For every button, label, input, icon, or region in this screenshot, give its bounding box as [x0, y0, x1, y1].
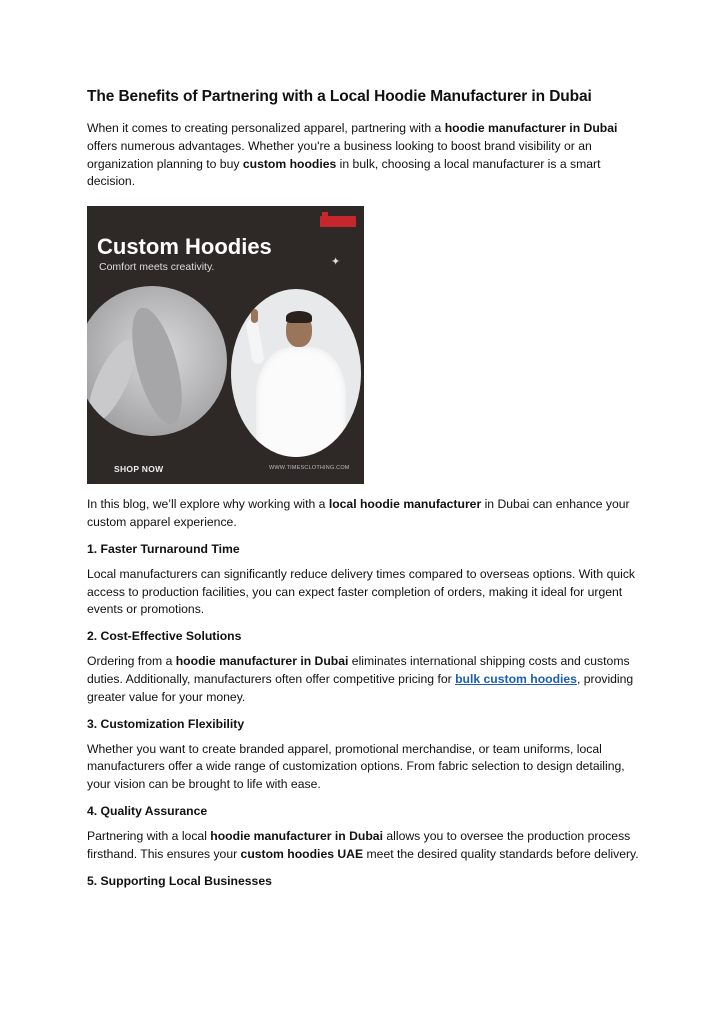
s4-bold-2: custom hoodies UAE: [240, 846, 364, 861]
s2-text-2: eliminates international shipping costs and customs duties. Additionally, manufacturers often offer competitive pricing for: [87, 654, 630, 686]
s4-bold-1: hoodie manufacturer in Dubai: [210, 828, 383, 843]
intro-text-3: in bulk, choosing a local manufacturer is a smart decision.: [87, 156, 601, 189]
intro-bold-1: hoodie manufacturer in Dubai: [444, 121, 618, 135]
intro-paragraph: [87, 120, 642, 191]
s4-text-2: allows you to oversee the production process firsthand. This ensures your: [87, 828, 631, 861]
s4-text-3: meet the desired quality standards before delivery.: [363, 846, 639, 861]
custom-hoodies-banner: [87, 206, 364, 484]
brand-logo: [320, 216, 356, 227]
banner-subtitle: Comfort meets creativity.: [99, 261, 215, 274]
s4-text-1: Partnering with a local: [87, 828, 211, 843]
model-arm: [245, 318, 265, 364]
s2-text-3: , providing greater value for your money.: [87, 671, 634, 704]
section-text-1: Local manufacturers can significantly reduce delivery times compared to overseas options. With quick access to production facilities, you can expect faster completion of orders, making it ideal for urgent events or promotions.: [87, 566, 636, 617]
explore-paragraph: [87, 496, 642, 532]
page-title: The Benefits of Partnering with a Local Hoodie Manufacturer in Dubai: [87, 88, 592, 105]
s2-text-1: Ordering from a: [87, 654, 176, 669]
article: [87, 88, 642, 898]
s2-bold-1: hoodie manufacturer in Dubai: [175, 654, 349, 669]
explore-text-1: In this blog, we’ll explore why working with a: [87, 497, 329, 512]
intro-text-2: offers numerous advantages. Whether you're a business looking to boost brand visibility or an organization planning to buy: [87, 138, 592, 171]
website-label: WWW.TIMESCLOTHING.COM: [269, 465, 350, 472]
section-heading-5: 5. Supporting Local Businesses: [87, 873, 272, 888]
model-hair: [286, 311, 312, 323]
hoodie-fabric-image: [87, 286, 227, 436]
model-image: [231, 289, 361, 457]
section-heading-1: 1. Faster Turnaround Time: [87, 541, 240, 556]
explore-text-2: in Dubai can enhance your custom apparel experience.: [87, 497, 630, 529]
bulk-custom-hoodies-link[interactable]: bulk custom hoodies: [455, 671, 577, 686]
sparkle-icon: ✦: [331, 256, 341, 269]
section-text-2: [87, 653, 642, 706]
model-hand: [251, 309, 258, 323]
section-text-4: [87, 828, 642, 864]
section-heading-2: 2. Cost-Effective Solutions: [87, 629, 242, 644]
section-text-3: Whether you want to create branded apparel, promotional merchandise, or team uniforms, local manufacturers offer a wide range of customization options. From fabric selection to design detailing, your vision can be brought to life with ease.: [87, 741, 625, 792]
model-hoodie: [256, 347, 346, 457]
banner-title: Custom Hoodies: [97, 234, 272, 260]
intro-text-1: When it comes to creating personalized apparel, partnering with a: [87, 121, 445, 135]
intro-bold-2: custom hoodies: [242, 156, 337, 171]
shop-now-label: SHOP NOW: [114, 464, 164, 475]
section-heading-4: 4. Quality Assurance: [87, 803, 208, 818]
explore-bold-1: local hoodie manufacturer: [328, 497, 482, 512]
section-heading-3: 3. Customization Flexibility: [87, 716, 245, 731]
